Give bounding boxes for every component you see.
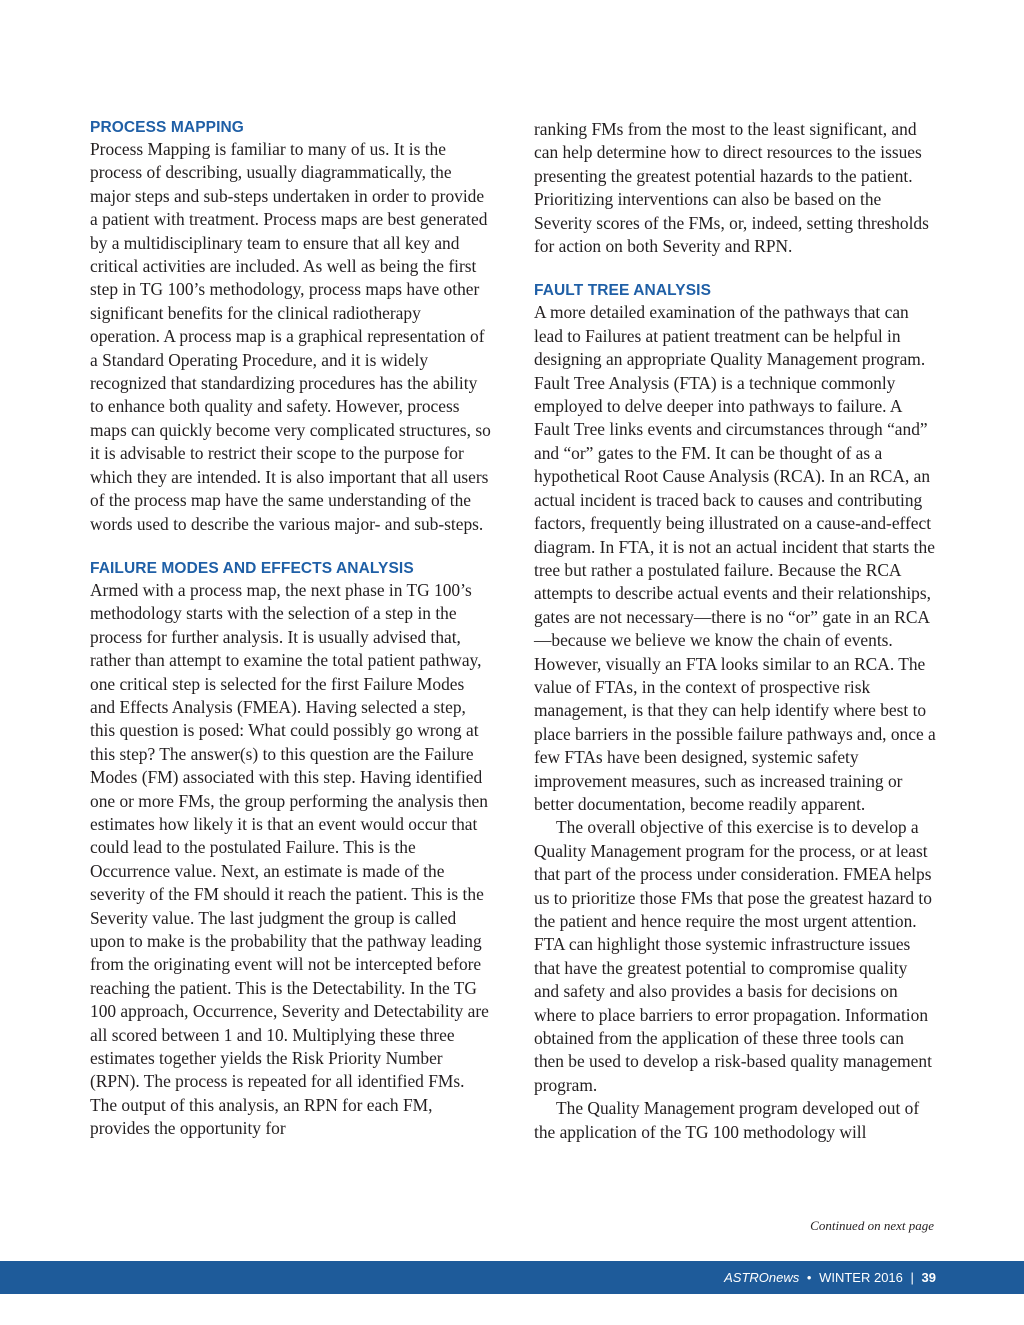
paragraph-fta-3: The Quality Management program developed out of the application of the TG 100 methodology will: [534, 1098, 920, 1142]
section-heading-fmea: FAILURE MODES AND EFFECTS ANALYSIS: [90, 559, 414, 577]
right-column: [534, 118, 936, 1144]
section-heading-process-mapping: PROCESS MAPPING: [90, 119, 244, 136]
paragraph-fta-2: The overall objective of this exercise is to develop a Quality Management program for the process, or at least that part of the process under consideration. FMEA helps us to prioritize those FMs that pose the greatest hazard to the patient and hence require the most urgent attention. FTA can highlight those systemic infrastructure issues that have the greatest potential to compromise quality and safety and also provides a basis for decisions on where to place barriers to error propagation. Information obtained from the application of these three tools can then be used to develop a risk-based quality management program.: [534, 817, 932, 1095]
left-column: [90, 118, 492, 1141]
footer-divider: |: [910, 1270, 914, 1285]
page-number: 39: [921, 1270, 936, 1285]
continued-note: Continued on next page: [810, 1218, 934, 1233]
issue-date: WINTER 2016: [819, 1270, 903, 1285]
paragraph-process-mapping: Process Mapping is familiar to many of us. It is the process of describing, usually diagrammatically, the major steps and sub-steps undertaken in order to provide a patient with treatment. Process maps are best generated by a multidisciplinary team to ensure that all key and critical activities are included. As well as being the first step in TG 100’s methodology, process maps have other significant benefits for the clinical radiotherapy operation. A process map is a graphical representation of a Standard Operating Procedure, and it is widely recognized that standardizing procedures has the ability to enhance both quality and safety. However, process maps can quickly become very complicated structures, so it is advisable to restrict their scope to the purpose for which they are intended. It is also important that all users of the process map have the same understanding of the words used to describe the various major- and sub-steps.: [90, 139, 491, 534]
paragraph-fta-1: A more detailed examination of the pathways that can lead to Failures at patient treatment can be helpful in designing an appropriate Quality Management program. Fault Tree Analysis (FTA) is a technique commonly employed to delve deeper into pathways to failure. A Fault Tree links events and circumstances through “and” and “or” gates to the FM. It can be thought of as a hypothetical Root Cause Analysis (RCA). In an RCA, an actual incident is traced back to causes and contributing factors, frequently being illustrated on a cause-and-effect diagram. In FTA, it is not an actual incident that starts the tree but rather a postulated failure. Because the RCA attempts to describe actual events and their relationships, gates are not necessary—there is no “or” gate in an RCA—because we believe we know the chain of events. However, visually an FTA looks similar to an RCA. The value of FTAs, in the context of prospective risk management, is that they can help identify where best to place barriers in the possible failure pathways and, once a few FTAs have been designed, systemic safety improvement measures, such as increased training or better documentation, become readily apparent.: [534, 302, 936, 814]
paragraph-fmea: Armed with a process map, the next phase in TG 100’s methodology starts with the selection of a step in the process for further analysis. It is usually advised that, rather than attempt to examine the total patient pathway, one critical step is selected for the first Failure Modes and Effects Analysis (FMEA). Having selected a step, this question is posed: What could possibly go wrong at this step? The answer(s) to this question are the Failure Modes (FM) associated with this step. Having identified one or more FMs, the group performing the analysis then estimates how likely it is that an event would occur that could lead to the postulated Failure. This is the Occurrence value. Next, an estimate is made of the severity of the FM should it reach the patient. This is the Severity value. The last judgment the group is called upon to make is the probability that the pathway leading from the originating event will not be intercepted before reaching the patient. This is the Detectability. In the TG 100 approach, Occurrence, Severity and Detectability are all scored between 1 and 10. Multiplying these three estimates together yields the Risk Priority Number (RPN). The process is repeated for all identified FMs. The output of this analysis, an RPN for each FM, provides the opportunity for: [90, 579, 489, 1139]
paragraph-fmea-continued: ranking FMs from the most to the least significant, and can help determine how to direct resources to the issues presenting the greatest potential hazards to the patient. Prioritizing interventions can also be based on the Severity scores of the FMs, or, indeed, setting thresholds for action on both Severity and RPN.: [534, 119, 929, 257]
footer-bullet: •: [806, 1270, 812, 1285]
footer-info: [724, 1270, 936, 1285]
footer-bar: [0, 1261, 1024, 1294]
publication-name: ASTROnews: [724, 1270, 800, 1285]
section-heading-fault-tree-analysis: FAULT TREE ANALYSIS: [534, 282, 712, 300]
